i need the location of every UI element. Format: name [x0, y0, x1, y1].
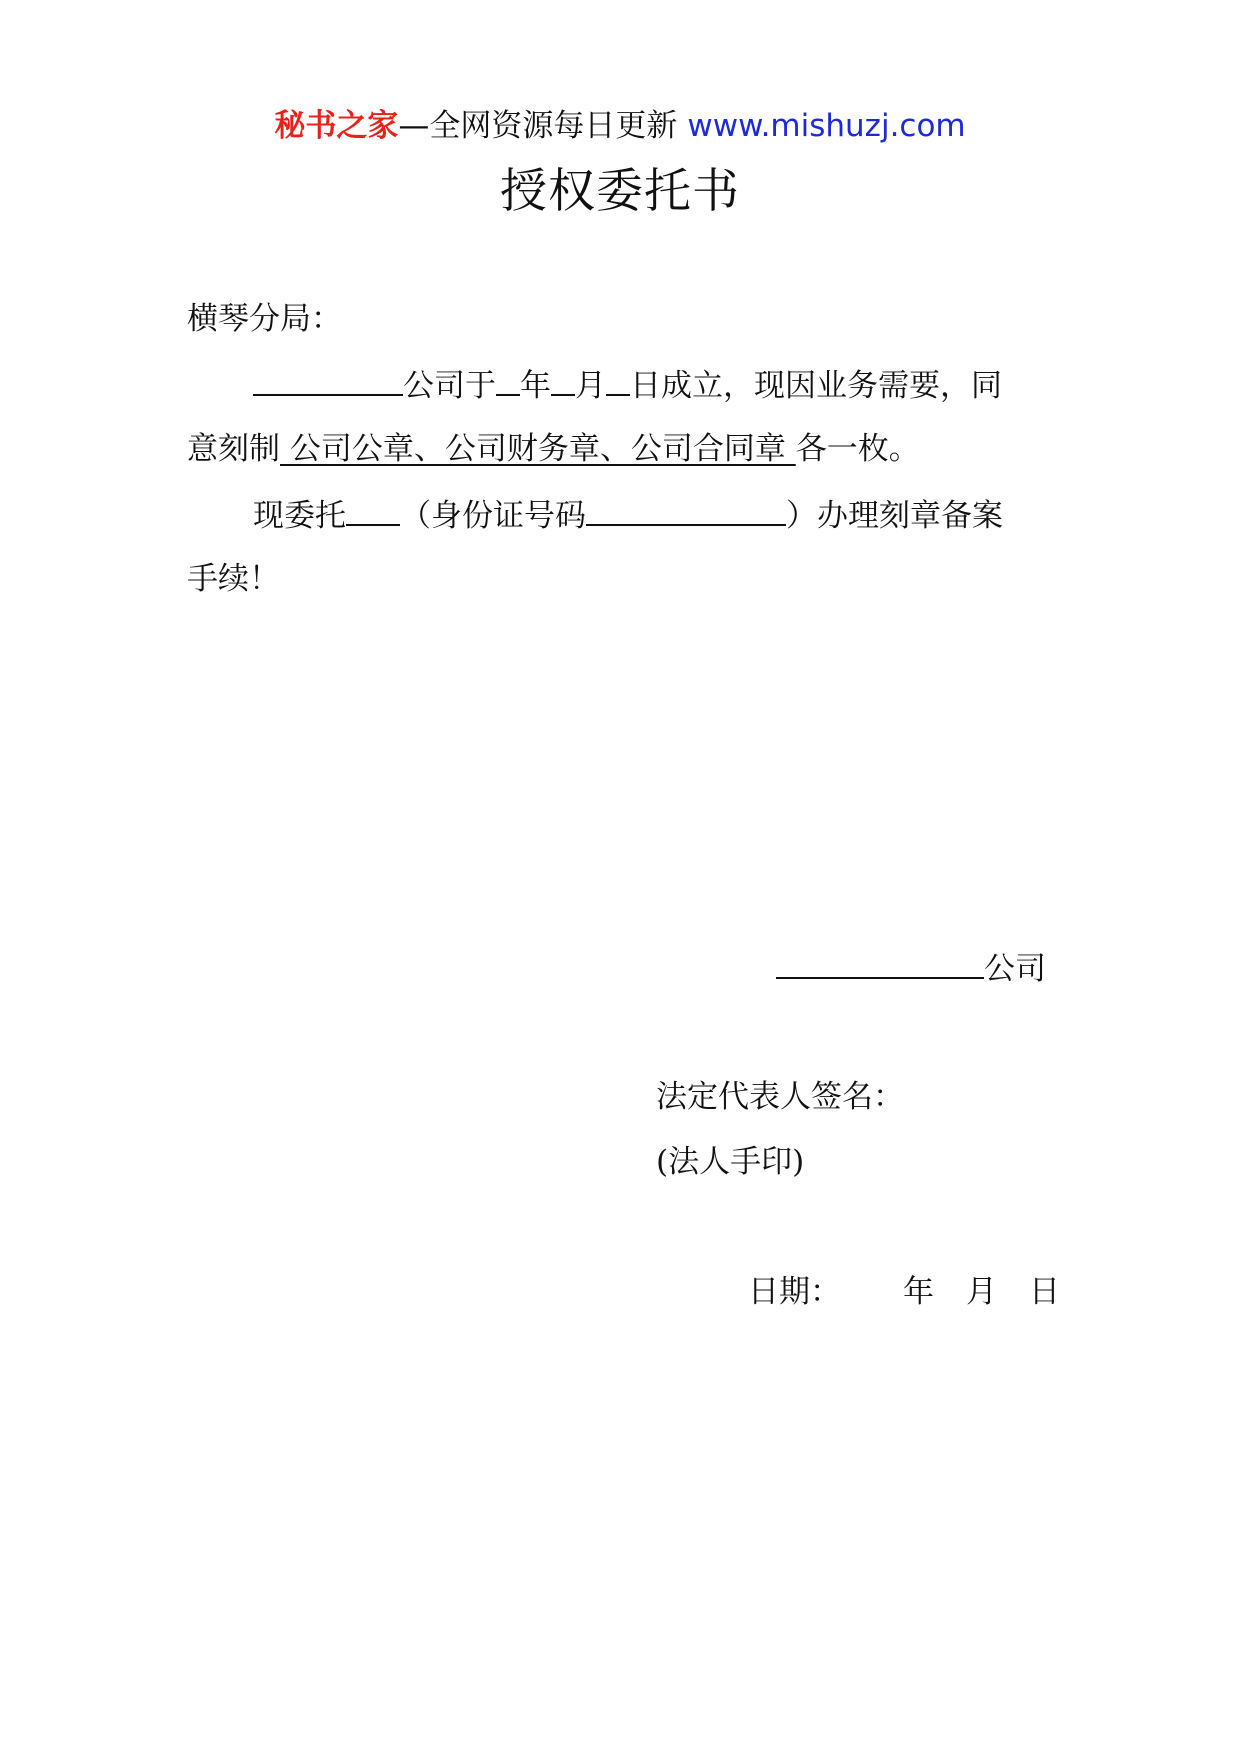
para2-line1: [253, 492, 1003, 538]
date-month: 月: [966, 1274, 997, 1310]
id-number-blank: [586, 492, 786, 526]
entrust-suffix: ）办理刻章备案: [786, 498, 1003, 534]
year-blank: [496, 362, 520, 396]
slogan: —全网资源每日更新: [398, 108, 678, 144]
month-blank: [551, 362, 575, 396]
company-suffix: 公司: [984, 951, 1046, 987]
para1-line2: [187, 427, 920, 471]
date-line: [748, 1270, 1060, 1314]
page-title: 授权委托书: [500, 164, 740, 219]
addressee: 横琴分局：: [187, 301, 342, 337]
agent-name-blank: [346, 492, 400, 526]
site-url-link[interactable]: www.mishuzj.com: [687, 108, 966, 144]
fingerprint-label: (法人手印): [656, 1144, 805, 1180]
site-banner: [0, 104, 1240, 148]
engrave-suffix: 各一枚。: [795, 431, 920, 467]
date-day: 日: [1029, 1274, 1060, 1310]
para2-line2: 手续！: [187, 561, 280, 597]
engrave-prefix: 意刻制: [187, 431, 280, 467]
brand-name: 秘书之家: [274, 108, 399, 144]
company-text: 公司于: [403, 368, 496, 404]
month-text: 月: [575, 368, 606, 404]
para1-line1: [253, 362, 1002, 408]
signature-company-blank: [776, 945, 984, 979]
legal-rep-label: 法定代表人签名：: [656, 1079, 904, 1115]
established-text: 日成立，现因业务需要，同: [630, 368, 1002, 404]
seal-types: 公司公章、公司财务章、公司合同章: [280, 431, 796, 467]
year-text: 年: [520, 368, 551, 404]
date-year: 年: [903, 1274, 934, 1310]
day-blank: [606, 362, 630, 396]
id-label: （身份证号码: [400, 498, 586, 534]
date-label: 日期：: [748, 1274, 841, 1310]
company-name-blank: [253, 362, 403, 396]
signature-company: [776, 945, 1046, 991]
entrust-prefix: 现委托: [253, 498, 346, 534]
